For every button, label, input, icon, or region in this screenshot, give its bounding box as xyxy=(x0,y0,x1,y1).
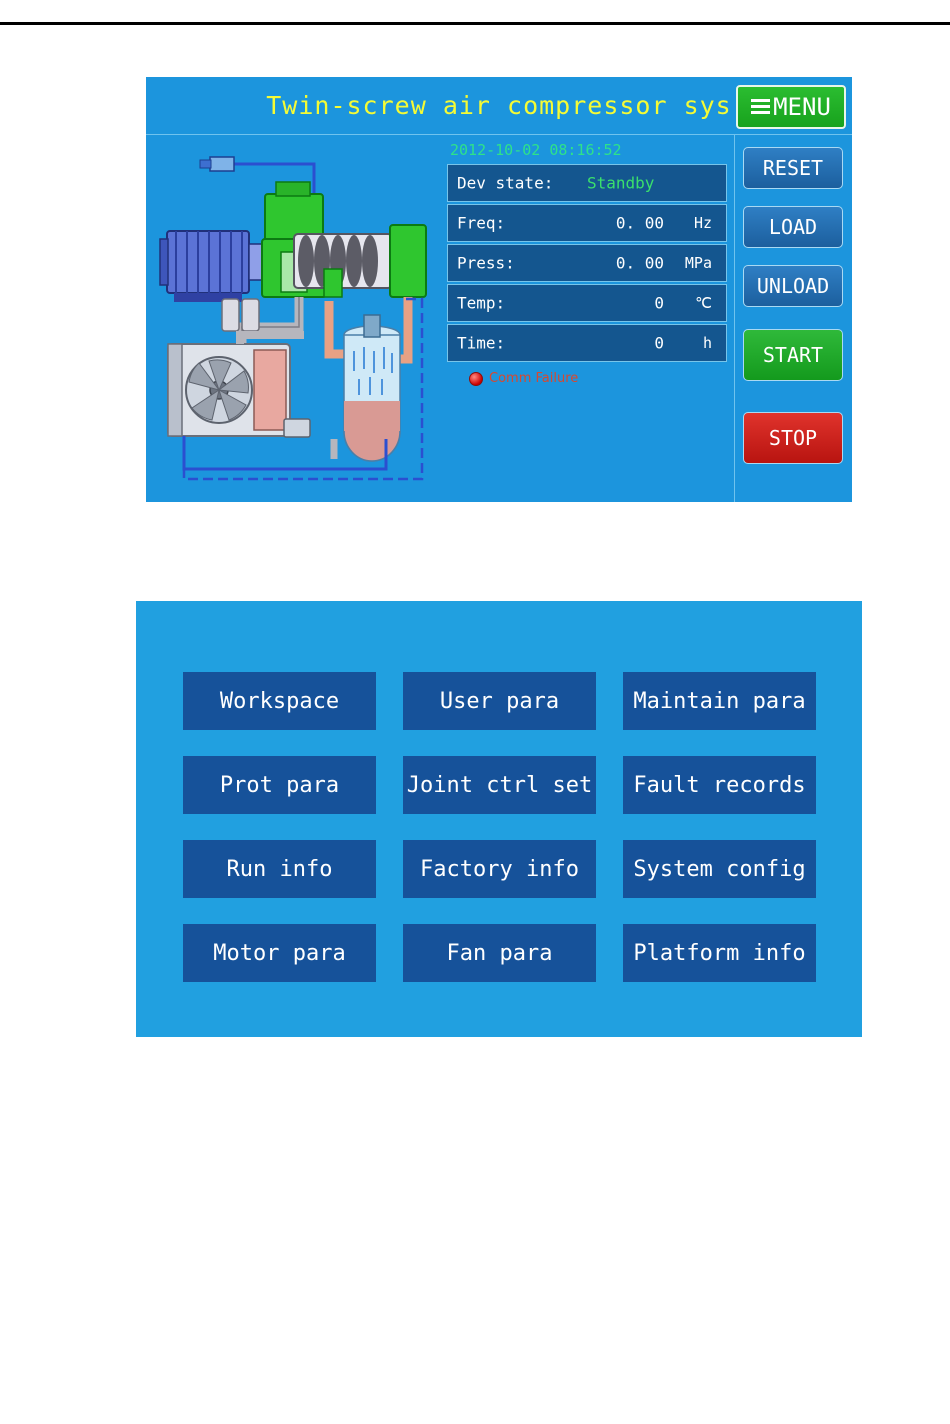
menu-item-platform-info[interactable]: Platform info xyxy=(623,924,816,982)
menu-item-workspace[interactable]: Workspace xyxy=(183,672,376,730)
row-dev-state xyxy=(447,164,727,202)
start-button[interactable]: START xyxy=(743,329,843,381)
row-time xyxy=(447,324,727,362)
reset-button[interactable]: RESET xyxy=(743,147,843,189)
load-button[interactable]: LOAD xyxy=(743,206,843,248)
menu-item-fan-para[interactable]: Fan para xyxy=(403,924,596,982)
press-unit: MPa xyxy=(684,254,712,272)
menu-button-label: MENU xyxy=(773,93,831,121)
temp-label: Temp: xyxy=(457,293,506,313)
freq-label: Freq: xyxy=(457,213,506,233)
temp-unit: ℃ xyxy=(695,294,712,312)
menu-screen xyxy=(136,601,862,1037)
time-unit: h xyxy=(702,334,712,352)
dev-state-label: Dev state: xyxy=(457,173,554,193)
page-title: Twin-screw air compressor sys xyxy=(266,91,732,120)
red-led-icon xyxy=(469,372,483,386)
temp-value: 0 xyxy=(654,293,664,313)
menu-item-fault-records[interactable]: Fault records xyxy=(623,756,816,814)
row-temp xyxy=(447,284,727,322)
menu-button[interactable] xyxy=(736,85,846,129)
status-badge xyxy=(447,371,727,386)
unload-button[interactable]: UNLOAD xyxy=(743,265,843,307)
datetime-label: 2012-10-02 08:16:52 xyxy=(450,141,622,159)
freq-unit: Hz xyxy=(693,214,712,232)
hmi-title-bar xyxy=(146,77,852,135)
process-diagram-svg xyxy=(154,139,439,499)
page-top-divider xyxy=(0,22,950,25)
dev-state-value: Standby xyxy=(587,173,655,193)
menu-grid xyxy=(183,672,823,982)
menu-item-prot-para[interactable]: Prot para xyxy=(183,756,376,814)
menu-item-factory-info[interactable]: Factory info xyxy=(403,840,596,898)
row-freq xyxy=(447,204,727,242)
hmi-body xyxy=(146,135,852,502)
menu-item-motor-para[interactable]: Motor para xyxy=(183,924,376,982)
press-label: Press: xyxy=(457,253,515,273)
hmi-main-screen xyxy=(146,77,852,502)
hamburger-icon xyxy=(751,99,770,115)
menu-item-system-config[interactable]: System config xyxy=(623,840,816,898)
comm-failure-label: Comm Failure xyxy=(489,371,579,386)
menu-item-joint-ctrl-set[interactable]: Joint ctrl set xyxy=(403,756,596,814)
readout-panel xyxy=(447,135,727,386)
freq-value: 0. 00 xyxy=(615,213,664,233)
time-label: Time: xyxy=(457,333,506,353)
press-value: 0. 00 xyxy=(615,253,664,273)
menu-item-user-para[interactable]: User para xyxy=(403,672,596,730)
time-value: 0 xyxy=(654,333,664,353)
compressor-process-diagram xyxy=(154,139,439,499)
row-press xyxy=(447,244,727,282)
menu-item-run-info[interactable]: Run info xyxy=(183,840,376,898)
menu-item-maintain-para[interactable]: Maintain para xyxy=(623,672,816,730)
stop-button[interactable]: STOP xyxy=(743,412,843,464)
control-button-rail xyxy=(734,135,852,502)
